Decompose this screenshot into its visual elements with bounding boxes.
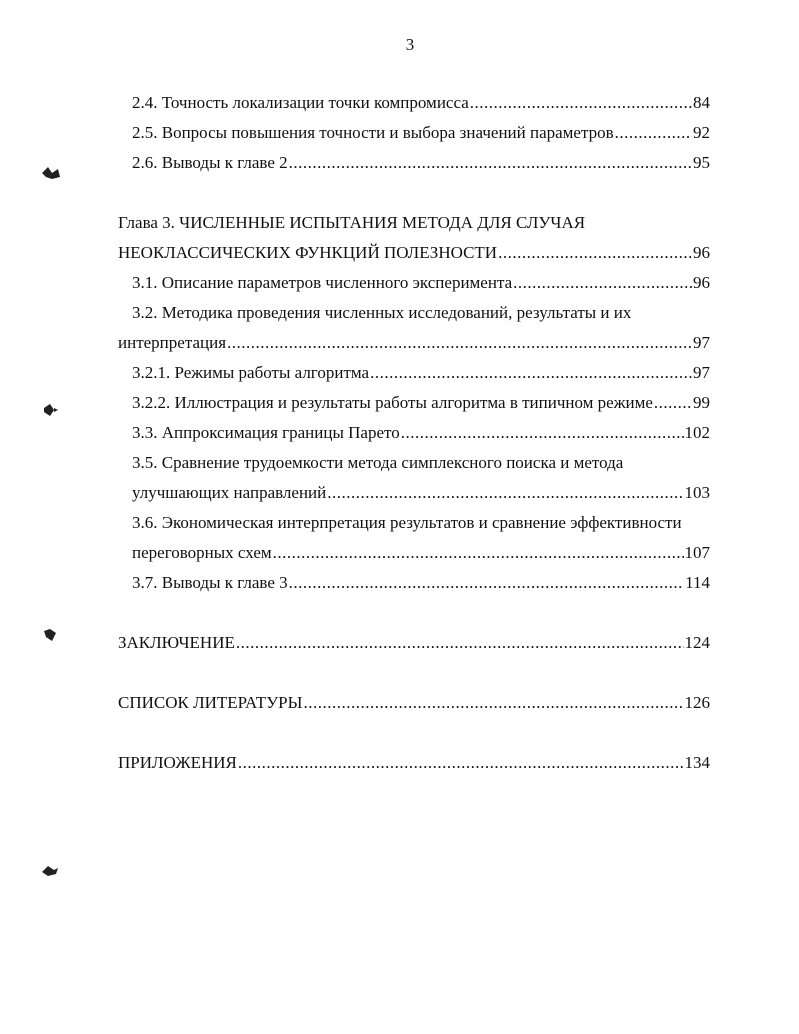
toc-entry[interactable] [118, 118, 710, 148]
leader-dots [238, 748, 684, 778]
toc-entry-page: 96 [693, 273, 710, 292]
leader-dots [236, 628, 684, 658]
toc-entry-title: 2.5. Вопросы повышения точности и выбора значений параметров [132, 123, 614, 142]
leader-dots [498, 238, 692, 268]
leader-dots [513, 268, 692, 298]
leader-dots [370, 358, 692, 388]
leader-dots [227, 328, 692, 358]
toc-entry[interactable] [118, 418, 710, 448]
leader-dots [273, 538, 684, 568]
toc-entry-page: 107 [684, 543, 710, 562]
toc-entry[interactable] [118, 88, 710, 118]
leader-dots [327, 478, 683, 508]
toc-entry-title: НЕОКЛАССИЧЕСКИХ ФУНКЦИЙ ПОЛЕЗНОСТИ [118, 243, 498, 262]
toc-entry-title: ЗАКЛЮЧЕНИЕ [118, 633, 235, 652]
chapter-3-heading[interactable]: Глава 3. ЧИСЛЕННЫЕ ИСПЫТАНИЯ МЕТОДА ДЛЯ СЛУЧАЯ [118, 213, 586, 232]
leader-dots [654, 388, 692, 418]
leader-dots [289, 148, 692, 178]
toc-entry-page: 126 [684, 693, 710, 712]
toc-entry-appendices[interactable] [118, 748, 710, 778]
toc-entry-title[interactable]: 3.5. Сравнение трудоемкости метода симплексного поиска и метода [132, 453, 624, 472]
toc-entry-page: 114 [685, 573, 710, 592]
toc-entry-title: 3.7. Выводы к главе 3 [132, 573, 288, 592]
table-of-contents [118, 88, 710, 778]
toc-entry[interactable] [118, 538, 710, 568]
toc-entry-page: 103 [684, 483, 710, 502]
toc-entry-page: 84 [693, 93, 710, 112]
toc-entry[interactable] [118, 568, 710, 598]
toc-entry[interactable] [118, 478, 710, 508]
toc-entry-title: 3.1. Описание параметров численного эксперимента [132, 273, 513, 292]
scan-mark-icon [40, 165, 62, 181]
toc-entry-title[interactable]: 3.6. Экономическая интерпретация результатов и сравнение эффективности [132, 513, 682, 532]
toc-entry[interactable] [118, 328, 710, 358]
toc-entry-title[interactable]: 3.2. Методика проведения численных исследований, результаты и их [132, 303, 632, 322]
toc-entry-title: 3.3. Аппроксимация границы Парето [132, 423, 400, 442]
leader-dots [470, 88, 692, 118]
toc-entry-title: 3.2.1. Режимы работы алгоритма [132, 363, 370, 382]
toc-entry[interactable] [118, 358, 710, 388]
toc-entry[interactable] [118, 148, 710, 178]
leader-dots [303, 688, 683, 718]
toc-entry-page: 95 [693, 153, 710, 172]
toc-entry-title: улучшающих направлений [132, 483, 327, 502]
toc-entry-page: 97 [693, 333, 710, 352]
scan-mark-icon [40, 862, 62, 878]
toc-entry-page: 134 [684, 753, 710, 772]
scan-mark-icon [40, 402, 62, 418]
toc-entry-title: 3.2.2. Иллюстрация и результаты работы алгоритма в типичном режиме [132, 393, 653, 412]
leader-dots [615, 118, 692, 148]
toc-entry-page: 97 [693, 363, 710, 382]
toc-entry-page: 92 [693, 123, 710, 142]
page-number: 3 [405, 35, 415, 54]
toc-entry[interactable] [118, 388, 710, 418]
toc-entry-title: 2.6. Выводы к главе 2 [132, 153, 288, 172]
toc-entry[interactable] [118, 268, 710, 298]
toc-entry-title: ПРИЛОЖЕНИЯ [118, 753, 237, 772]
leader-dots [401, 418, 684, 448]
toc-entry-title: СПИСОК ЛИТЕРАТУРЫ [118, 693, 303, 712]
toc-entry-page: 124 [684, 633, 710, 652]
toc-entry-title: 2.4. Точность локализации точки компромисса [132, 93, 469, 112]
toc-entry-page: 102 [684, 423, 710, 442]
toc-entry-references[interactable] [118, 688, 710, 718]
toc-entry-conclusion[interactable] [118, 628, 710, 658]
leader-dots [289, 568, 685, 598]
toc-entry-title: переговорных схем [132, 543, 272, 562]
toc-entry[interactable] [118, 238, 710, 268]
toc-entry-page: 99 [693, 393, 710, 412]
scan-mark-icon [40, 627, 62, 643]
toc-entry-title: интерпретация [118, 333, 227, 352]
toc-entry-page: 96 [693, 243, 710, 262]
